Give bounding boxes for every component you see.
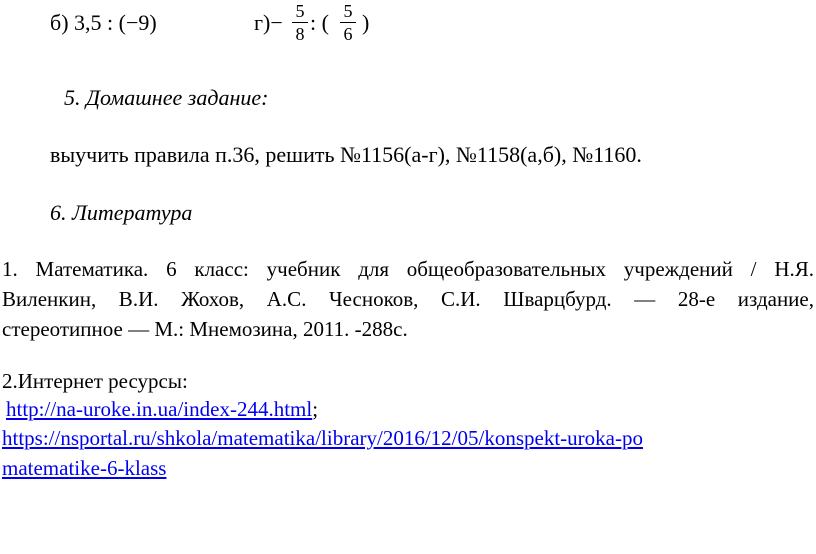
fraction-bar: [340, 22, 356, 23]
homework-heading: 5. Домашнее задание:: [64, 85, 269, 110]
link-1-suffix: ;: [312, 397, 319, 421]
link-1-row: [6, 394, 318, 424]
exercise-b: б) 3,5 : (−9): [50, 10, 157, 35]
fraction-denominator: 8: [295, 24, 305, 44]
fraction-numerator: 5: [295, 1, 305, 21]
literature-item-1-line-3: стереотипное — М.: Мнемозина, 2011. -288с.: [2, 317, 408, 341]
exercise-g-prefix: г)−: [254, 10, 283, 35]
fraction-denominator: 6: [343, 24, 353, 44]
link-2-row: [2, 423, 643, 483]
literature-heading: 6. Литература: [50, 200, 193, 225]
fraction-five-eighths: [292, 2, 308, 43]
link-nsportal-line-2[interactable]: matematike-6-klass: [2, 456, 167, 480]
fraction-numerator: 5: [343, 1, 353, 21]
homework-text: выучить правила п.36, решить №1156(а-г), №1158(а,б), №1160.: [50, 142, 642, 167]
literature-item-1-line-1: 1. Математика. 6 класс: учебник для общеобразовательных учреждений / Н.Я.: [2, 257, 814, 281]
literature-item-1: [2, 254, 814, 344]
fraction-five-sixths: [340, 2, 356, 43]
link-nsportal-line-1[interactable]: https://nsportal.ru/shkola/matematika/library/2016/12/05/konspekt-uroka-po: [2, 426, 643, 450]
fraction-bar: [292, 22, 308, 23]
internet-resources-heading: 2.Интернет ресурсы:: [2, 369, 188, 393]
literature-item-1-line-2: Виленкин, В.И. Жохов, А.С. Чесноков, С.И. Шварцбурд. — 28-е издание,: [2, 287, 814, 311]
link-na-uroke[interactable]: http://na-uroke.in.ua/index-244.html: [6, 397, 313, 421]
exercise-g-mid: : (: [310, 10, 329, 35]
exercise-g-close: ): [362, 10, 370, 35]
